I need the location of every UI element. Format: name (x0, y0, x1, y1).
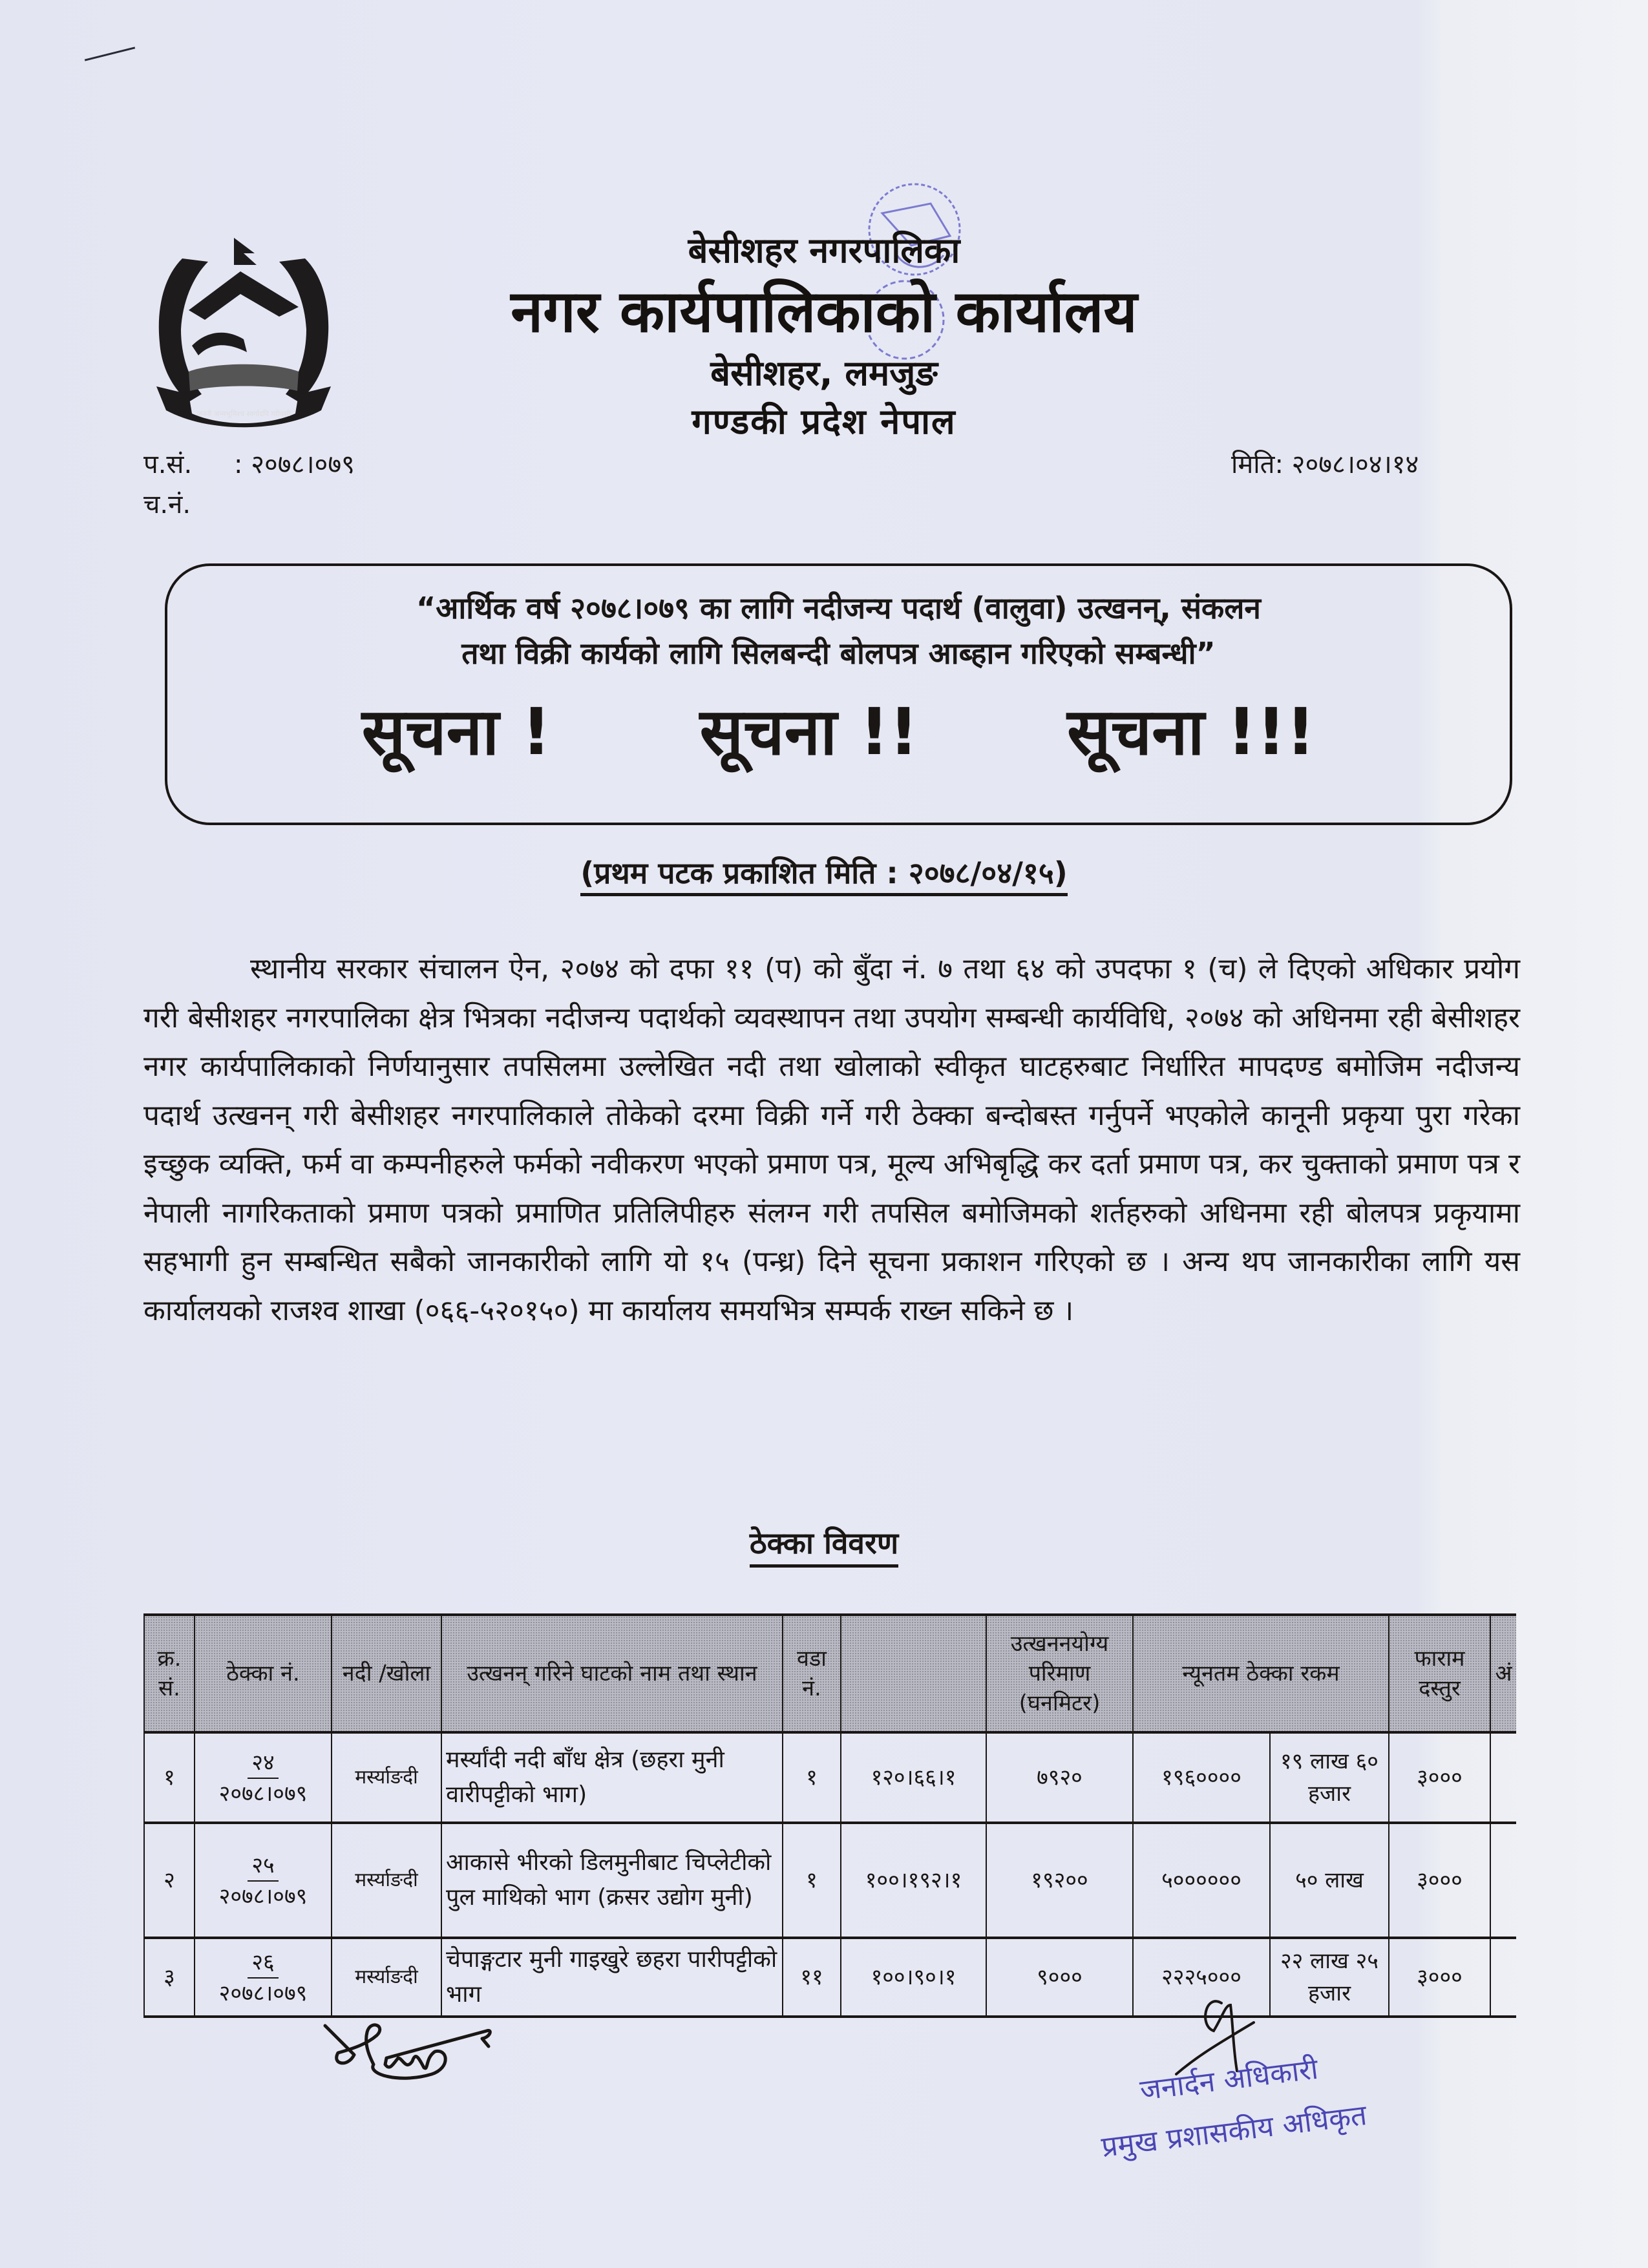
cell-contract-no (195, 1938, 332, 2017)
cell-ward: ११ (783, 1938, 841, 2017)
cell-cut (1490, 1823, 1516, 1938)
cell-sn: २ (144, 1823, 195, 1938)
cell-min-amount: ५०००००० (1133, 1823, 1270, 1938)
contract-number: २५ (248, 1851, 278, 1882)
cell-min-amount-words: २२ लाख २५ हजार (1270, 1938, 1389, 2017)
cell-river: मर्स्याङदी (332, 1938, 441, 2017)
reference-block (143, 445, 355, 525)
chalani-label: च.नं. (143, 490, 191, 520)
first-published-text: (प्रथम पटक प्रकाशित मिति : २०७८/०४/१५) (580, 856, 1068, 896)
cell-ward: १ (783, 1823, 841, 1938)
signatory-block (1092, 2039, 1369, 2174)
pen-mark (85, 47, 135, 61)
cell-sn: ३ (144, 1938, 195, 2017)
header-sn: क्र. सं. (144, 1615, 195, 1732)
header-min-amount: न्यूनतम ठेक्का रकम (1133, 1615, 1389, 1732)
notice-subject-line-2: तथा विक्री कार्यको लागि सिलबन्दी बोलपत्र आब्हान गरिएको सम्बन्धी” (461, 636, 1216, 671)
table-title (0, 1522, 1648, 1564)
office-address: बेसीशहर, लमजुङ (710, 353, 938, 394)
table-row (144, 1938, 1516, 2017)
cell-river: मर्स्याङदी (332, 1823, 441, 1938)
header-ward: वडा नं. (783, 1615, 841, 1732)
contract-table (143, 1613, 1516, 2018)
cell-location: चेपाङ्गटार मुनी गाइखुरे छहरा पारीपट्टीको भाग (441, 1938, 783, 2017)
cell-min-amount: १९६०००० (1133, 1732, 1270, 1823)
cell-location: आकासे भीरको डिलमुनीबाट चिप्लेटीको पुल माथिको भाग (क्रसर उद्योग मुनी) (441, 1823, 783, 1938)
cell-min-amount: २२२५००० (1133, 1938, 1270, 2017)
cell-code: १००।९०।१ (841, 1938, 986, 2017)
cell-form-fee: ३००० (1389, 1938, 1490, 2017)
header-location: उत्खनन् गरिने घाटको नाम तथा स्थान (441, 1615, 783, 1732)
notice-subject-line-1: “आर्थिक वर्ष २०७८।०७९ का लागि नदीजन्य पदार्थ (वालुवा) उत्खनन्, संकलन (416, 591, 1261, 625)
notice-headline-row (362, 690, 1316, 774)
date-label: मिति: (1231, 450, 1284, 479)
patra-sankhya-row (143, 445, 355, 485)
cell-quantity: १९२०० (986, 1823, 1133, 1938)
signatory-name: जनार्दन अधिकारी (1138, 2052, 1320, 2107)
date-value: २०७८।०४।१४ (1291, 450, 1419, 479)
table-header-row (144, 1615, 1516, 1732)
cell-cut (1490, 1938, 1516, 2017)
cell-code: १२०।६६।१ (841, 1732, 986, 1823)
cell-code: १००।१९२।१ (841, 1823, 986, 1938)
contract-fiscal-year: २०७८।०७९ (218, 1781, 308, 1807)
chalani-row (143, 485, 355, 525)
contract-fiscal-year: २०७८।०७९ (218, 1884, 308, 1909)
cell-sn: १ (144, 1732, 195, 1823)
signature-left-icon (309, 2013, 503, 2084)
contract-number: २४ (248, 1748, 278, 1779)
notice-headline-3: सूचना !!! (1067, 694, 1316, 770)
cell-min-amount-words: १९ लाख ६० हजार (1270, 1732, 1389, 1823)
municipality-name: बेसीशहर नगरपालिका (688, 230, 960, 271)
first-published-date (0, 852, 1648, 894)
cell-min-amount-words: ५० लाख (1270, 1823, 1389, 1938)
header-cut-column: अं (1490, 1615, 1516, 1732)
cell-contract-no (195, 1732, 332, 1823)
header-contract-no: ठेक्का नं. (195, 1615, 332, 1732)
office-name: नगर कार्यपालिकाको कार्यालय (511, 278, 1137, 346)
cell-quantity: ७९२० (986, 1732, 1133, 1823)
cell-contract-no (195, 1823, 332, 1938)
table-row (144, 1732, 1516, 1823)
patra-sankhya-label: प.सं. (143, 450, 193, 479)
contract-number: २६ (248, 1948, 278, 1979)
patra-sankhya-value: : २०७८।०७९ (234, 450, 355, 479)
province-name: गण्डकी प्रदेश नेपाल (692, 401, 956, 442)
cell-form-fee: ३००० (1389, 1823, 1490, 1938)
table-title-text: ठेक्का विवरण (750, 1526, 898, 1568)
cell-form-fee: ३००० (1389, 1732, 1490, 1823)
contract-fiscal-year: २०७८।०७९ (218, 1980, 308, 2006)
signatory-title: प्रमुख प्रशासकीय अधिकृत (1099, 2098, 1369, 2164)
notice-headline-2: सूचना !! (699, 694, 919, 770)
cell-quantity: ९००० (986, 1938, 1133, 2017)
cell-location: मर्स्यांदी नदी बाँध क्षेत्र (छहरा मुनी वारीपट्टीको भाग) (441, 1732, 783, 1823)
cell-cut (1490, 1732, 1516, 1823)
table-row (144, 1823, 1516, 1938)
header-code (841, 1615, 986, 1732)
emblem-motto: जननी जन्मभूमिश्च स्वर्गादपि गरीयसी (196, 410, 291, 418)
date-block (1231, 445, 1419, 485)
notice-box (165, 563, 1512, 825)
cell-ward: १ (783, 1732, 841, 1823)
cell-river: मर्स्याङदी (332, 1732, 441, 1823)
body-paragraph: स्थानीय सरकार संचालन ऐन, २०७४ को दफा ११ (प) को बुँदा नं. ७ तथा ६४ को उपदफा १ (च) ले दिएको अधिकार प्रयोग गरी बेसीशहर नगरपालिका क्षेत्र भित्रका नदीजन्य पदार्थको व्यवस्थापन तथा उपयोग सम्बन्धी कार्यविधि, २०७४ को अधिनमा रही बेसीशहर नगर कार्यपालिकाको निर्णयानुसार तपसिलमा उल्लेखित नदी तथा खोलाको स्वीकृत घाटहरुबाट निर्धारित मापदण्ड बमोजिम नदीजन्य पदार्थ उत्खनन् गरी बेसीशहर नगरपालिकाले तोकेको दरमा विक्री गर्ने गरी ठेक्का बन्दोबस्त गर्नुपर्ने भएकोले कानूनी प्रकृया पुरा गरेका इच्छुक व्यक्ति, फर्म वा कम्पनीहरुले फर्मको नवीकरण भएको प्रमाण पत्र, मूल्य अभिबृद्धि कर दर्ता प्रमाण पत्र, कर चुक्ताको प्रमाण पत्र र नेपाली नागरिकताको प्रमाण पत्रको प्रमाणित प्रतिलिपीहरु संलग्न गरी तपसिल बमोजिमको शर्तहरुको अधिनमा रही बोलपत्र प्रकृयामा सहभागी हुन सम्बन्धित सबैको जानकारीको लागि यो १५ (पन्ध्र) दिने सूचना प्रकाशन गरिएको छ । अन्य थप जानकारीका लागि यस कार्यालयको राजश्व शाखा (०६६-५२०१५०) मा कार्यालय समयभित्र सम्पर्क राख्न सकिने छ । (143, 952, 1520, 1327)
notice-headline-1: सूचना ! (361, 694, 551, 770)
header-form-fee: फाराम दस्तुर (1389, 1615, 1490, 1732)
header-river: नदी /खोला (332, 1615, 441, 1732)
header-quantity: उत्खननयोग्य परिमाण (घनमिटर) (986, 1615, 1133, 1732)
